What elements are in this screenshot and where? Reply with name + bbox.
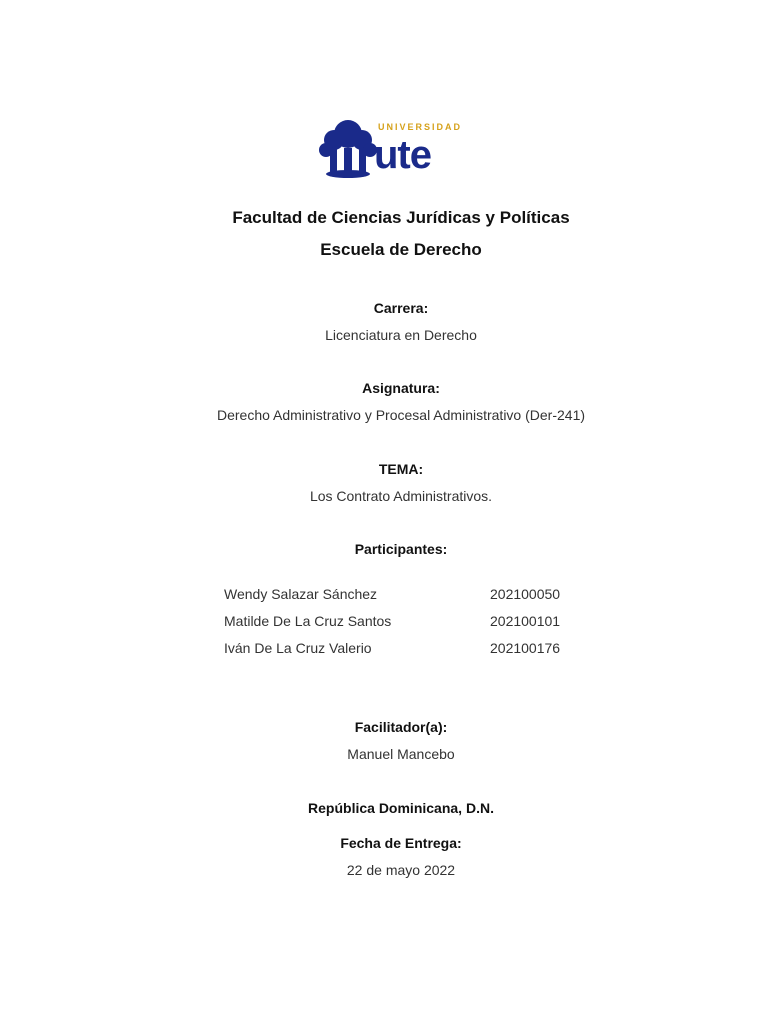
career-value: Licenciatura en Derecho — [325, 327, 477, 343]
logo-universidad-text: UNIVERSIDAD — [378, 122, 463, 132]
participant-id: 202100176 — [490, 640, 561, 656]
career-label: Carrera: — [373, 300, 429, 316]
topic-label: TEMA: — [378, 461, 424, 477]
university-logo — [312, 100, 463, 190]
delivery-date: 22 de mayo 2022 — [346, 862, 456, 878]
participant-name: Iván De La Cruz Valerio — [224, 640, 372, 656]
delivery-label: Fecha de Entrega: — [340, 835, 462, 851]
participant-id: 202100050 — [490, 586, 561, 602]
logo-ute-text: ute — [374, 133, 431, 177]
participant-id: 202100101 — [490, 613, 561, 629]
faculty-title: Facultad de Ciencias Jurídicas y Políticas — [232, 208, 570, 227]
facilitator-label: Facilitador(a): — [354, 719, 448, 735]
subject-value: Derecho Administrativo y Procesal Administrativo (Der-241) — [216, 407, 586, 423]
participant-name: Wendy Salazar Sánchez — [224, 586, 378, 602]
topic-value: Los Contrato Administrativos. — [309, 488, 493, 504]
country-label: República Dominicana, D.N. — [308, 800, 494, 816]
participant-name: Matilde De La Cruz Santos — [224, 613, 392, 629]
facilitator-value: Manuel Mancebo — [347, 746, 455, 762]
subject-label: Asignatura: — [362, 380, 440, 396]
tree-emblem-icon — [316, 112, 380, 192]
school-title: Escuela de Derecho — [320, 240, 482, 259]
participants-label: Participantes: — [354, 541, 448, 557]
